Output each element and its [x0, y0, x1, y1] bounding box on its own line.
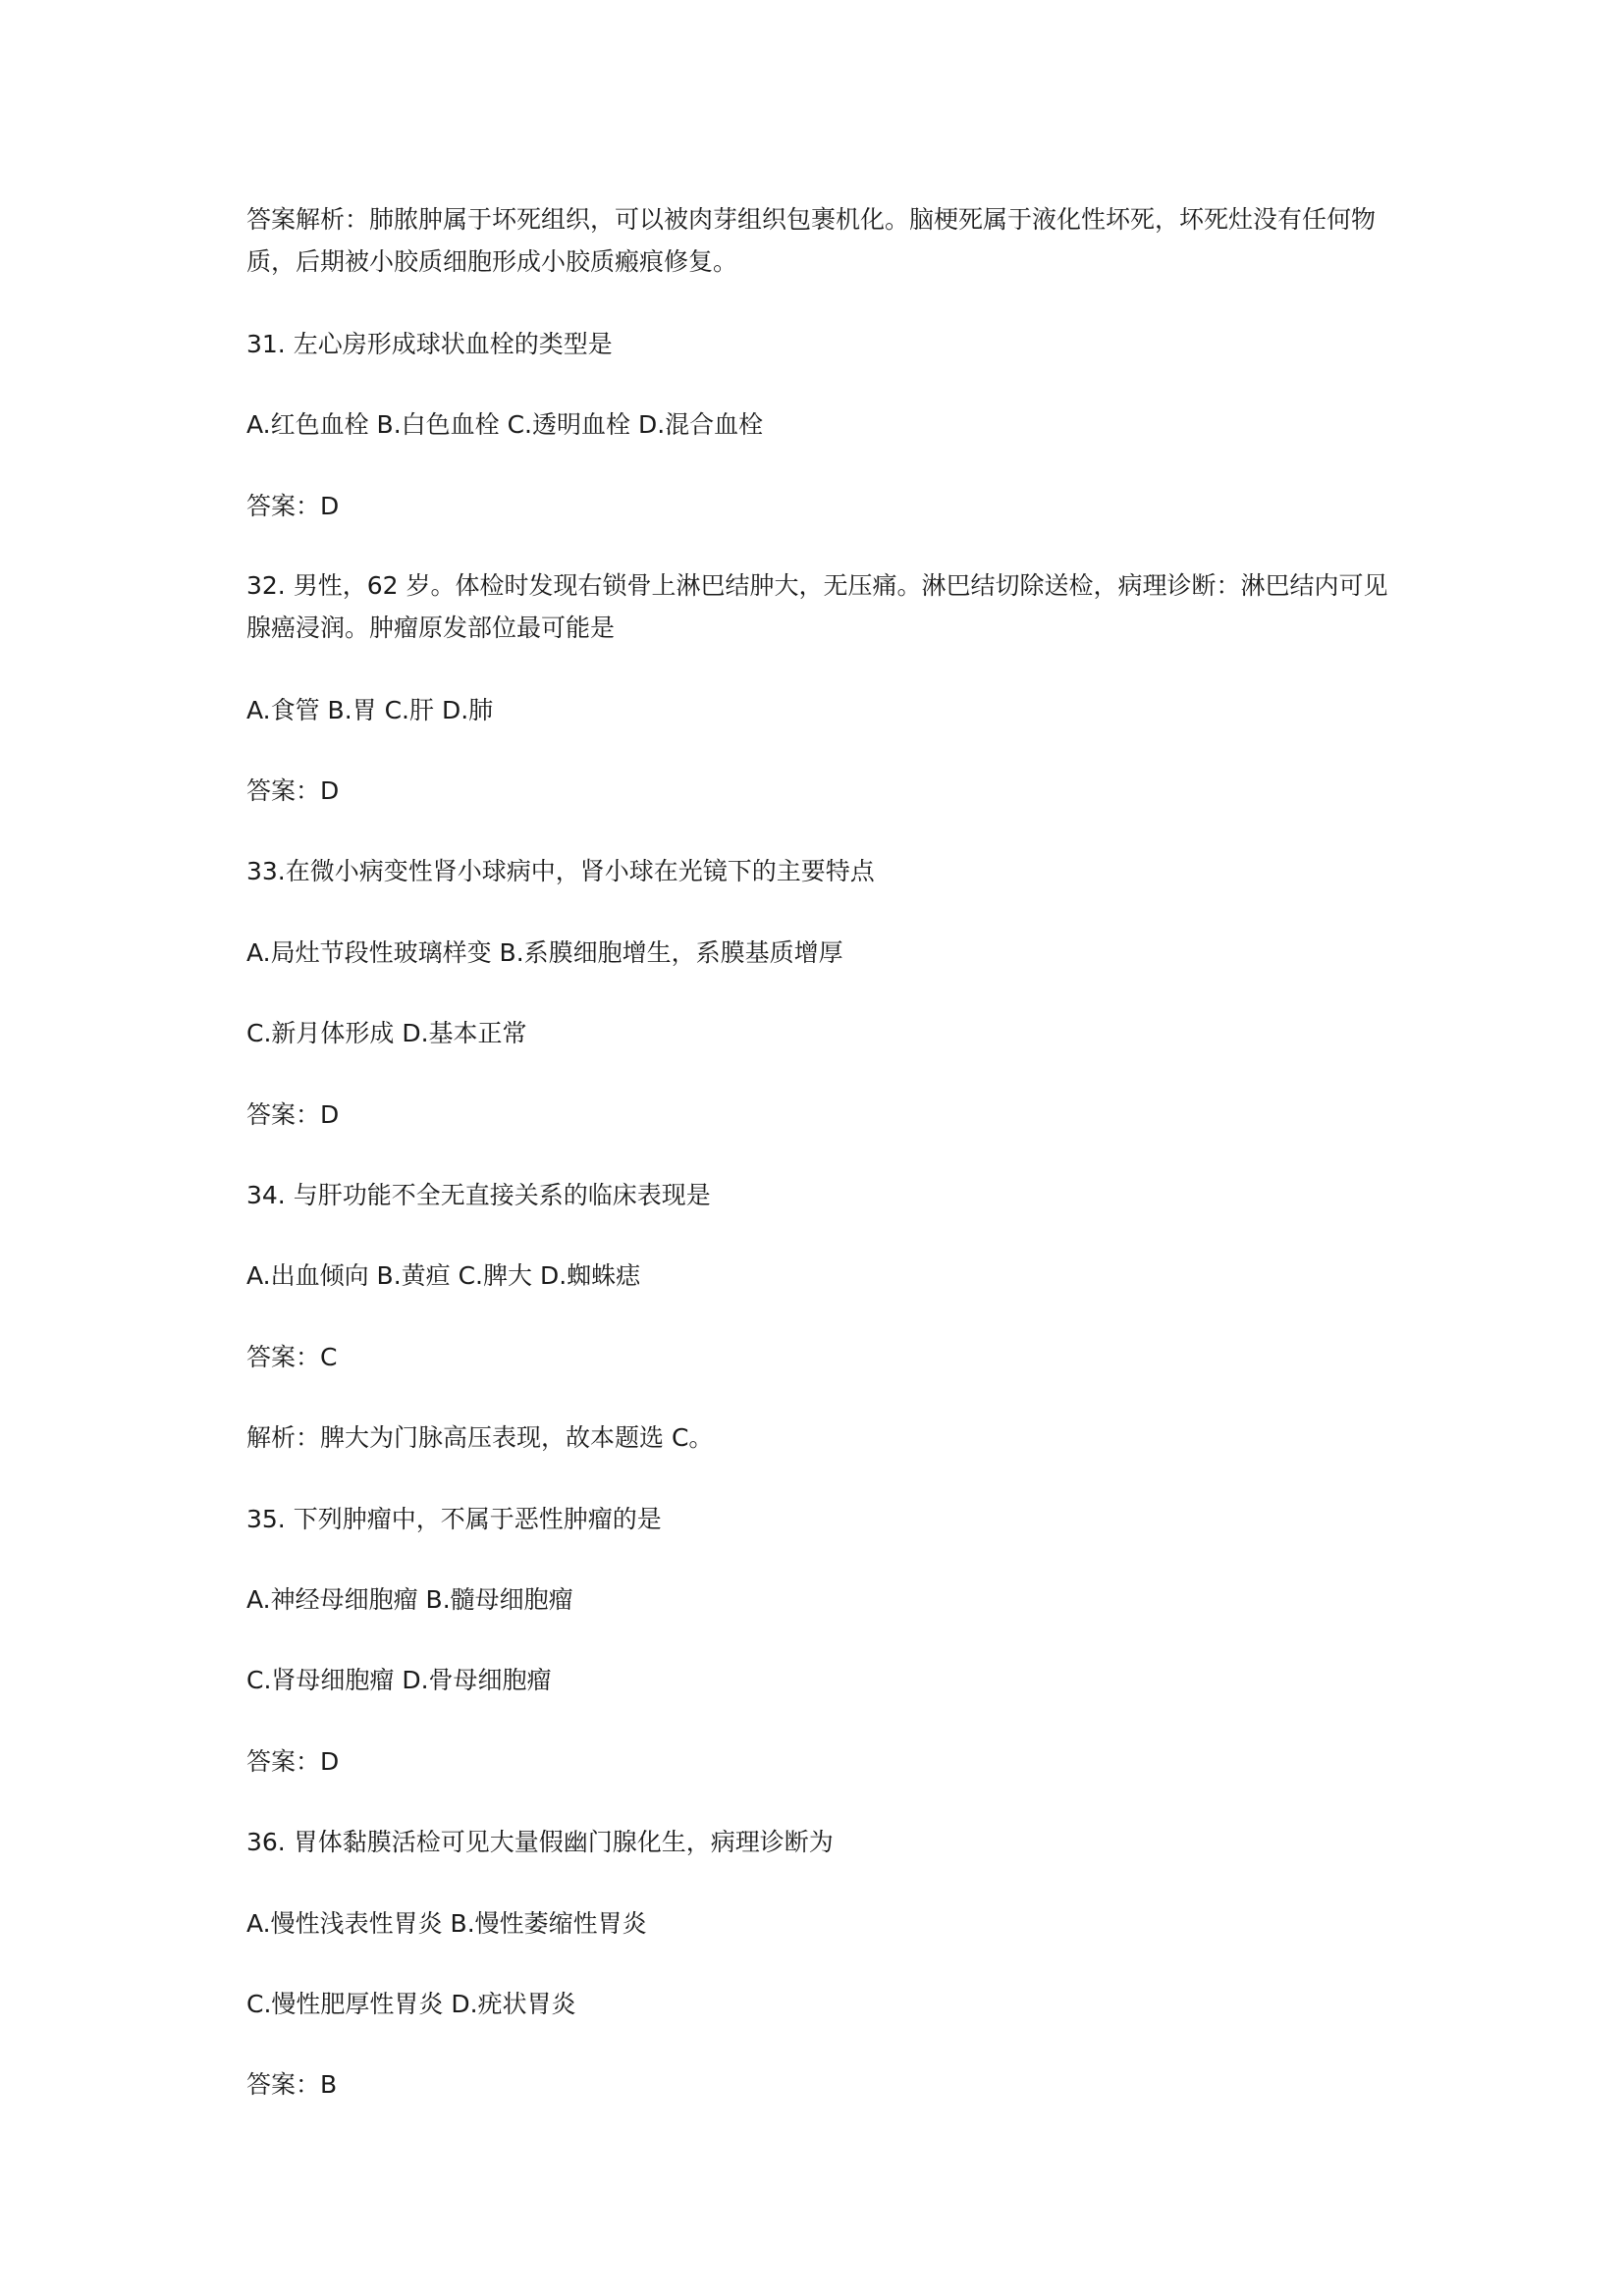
question-32: 32. 男性，62 岁。体检时发现右锁骨上淋巴结肿大，无压痛。淋巴结切除送检，病理诊断：淋巴结内可见腺癌浸润。肿瘤原发部位最可能是	[246, 571, 1388, 642]
question-34-explanation: 解析：脾大为门脉高压表现，故本题选 C。	[246, 1423, 714, 1452]
question-31-options: A.红色血栓 B.白色血栓 C.透明血栓 D.混合血栓	[246, 410, 764, 439]
question-34-options: A.出血倾向 B.黄疸 C.脾大 D.蜘蛛痣	[246, 1261, 641, 1290]
question-36: 36. 胃体黏膜活检可见大量假幽门腺化生，病理诊断为	[246, 1828, 834, 1856]
question-31: 31. 左心房形成球状血栓的类型是	[246, 330, 613, 358]
question-32-answer: 答案：D	[246, 776, 340, 805]
question-34: 34. 与肝功能不全无直接关系的临床表现是	[246, 1181, 711, 1209]
question-34-answer: 答案：C	[246, 1343, 338, 1371]
question-35-options-1: A.神经母细胞瘤 B.髓母细胞瘤	[246, 1585, 573, 1614]
question-33: 33.在微小病变性肾小球病中，肾小球在光镜下的主要特点	[246, 857, 875, 885]
question-31-answer: 答案：D	[246, 492, 340, 520]
question-33-options-1: A.局灶节段性玻璃样变 B.系膜细胞增生，系膜基质增厚	[246, 938, 843, 967]
question-33-options-2: C.新月体形成 D.基本正常	[246, 1019, 527, 1047]
question-35: 35. 下列肿瘤中，不属于恶性肿瘤的是	[246, 1505, 662, 1533]
question-35-options-2: C.肾母细胞瘤 D.骨母细胞瘤	[246, 1666, 552, 1694]
question-32-options: A.食管 B.胃 C.肝 D.肺	[246, 696, 494, 724]
question-36-answer: 答案：B	[246, 2070, 338, 2099]
question-36-options-2: C.慢性肥厚性胃炎 D.疣状胃炎	[246, 1990, 576, 2018]
intro-explanation: 答案解析：肺脓肿属于坏死组织，可以被肉芽组织包裹机化。脑梗死属于液化性坏死，坏死灶没有任何物质，后期被小胶质细胞形成小胶质瘢痕修复。	[246, 205, 1377, 276]
question-35-answer: 答案：D	[246, 1747, 340, 1776]
question-33-answer: 答案：D	[246, 1100, 340, 1129]
question-36-options-1: A.慢性浅表性胃炎 B.慢性萎缩性胃炎	[246, 1909, 647, 1938]
